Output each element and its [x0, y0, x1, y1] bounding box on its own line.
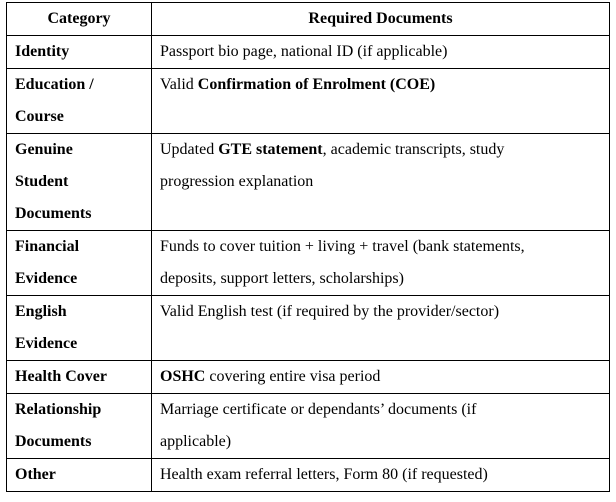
table-row	[7, 36, 610, 69]
category-cell	[7, 36, 152, 69]
category-cell	[7, 361, 152, 394]
category-cell	[7, 394, 152, 459]
table-row	[7, 69, 610, 134]
table-row	[7, 361, 610, 394]
category-text: Education /	[15, 76, 94, 93]
category-text: Evidence	[15, 270, 78, 287]
category-text: Documents	[15, 433, 92, 450]
document-text: Health exam referral letters, Form 80 (if requested)	[160, 466, 488, 483]
document-text: progression explanation	[160, 173, 314, 190]
table-row	[7, 459, 610, 492]
documents-line	[160, 69, 609, 101]
category-text: Course	[15, 108, 64, 125]
documents-cell	[152, 231, 610, 296]
table-header-row	[7, 3, 610, 36]
category-text: Health Cover	[15, 368, 107, 385]
documents-cell	[152, 394, 610, 459]
documents-line	[160, 361, 609, 393]
category-cell	[7, 296, 152, 361]
category-cell	[7, 134, 152, 231]
document-text: Funds to cover tuition + living + travel (bank statements,	[160, 238, 525, 255]
document-bold-text: Confirmation of Enrolment (COE)	[197, 76, 436, 93]
document-text: Passport bio page, national ID (if applicable)	[160, 43, 448, 60]
documents-line	[160, 166, 609, 198]
table-row	[7, 394, 610, 459]
category-text: Identity	[15, 43, 70, 60]
documents-cell	[152, 459, 610, 492]
documents-line	[160, 36, 609, 68]
category-text: English	[15, 303, 67, 320]
documents-line	[160, 263, 609, 295]
header-category: Category	[7, 3, 152, 36]
table-row	[7, 296, 610, 361]
document-text: Updated	[160, 141, 219, 158]
documents-line	[160, 134, 609, 166]
table-row	[7, 134, 610, 231]
table-body	[7, 36, 610, 492]
documents-line	[160, 231, 609, 263]
table-row	[7, 231, 610, 296]
category-cell	[7, 231, 152, 296]
document-text: , academic transcripts, study	[322, 141, 505, 158]
category-text: Financial	[15, 238, 80, 255]
documents-cell	[152, 134, 610, 231]
category-text: Student	[15, 173, 69, 190]
document-text: applicable)	[160, 433, 232, 450]
required-documents-table	[6, 2, 610, 492]
document-text: Marriage certificate or dependants’ documents (if	[160, 401, 477, 418]
document-bold-text: OSHC	[160, 368, 206, 385]
documents-cell	[152, 296, 610, 361]
documents-cell	[152, 69, 610, 134]
category-text: Other	[15, 466, 56, 483]
category-text: Documents	[15, 205, 92, 222]
category-text: Relationship	[15, 401, 102, 418]
documents-line	[160, 426, 609, 458]
header-required-documents: Required Documents	[152, 3, 610, 36]
document-text: covering entire visa period	[205, 368, 381, 385]
documents-cell	[152, 36, 610, 69]
documents-line	[160, 296, 609, 328]
documents-cell	[152, 361, 610, 394]
document-text: Valid English test (if required by the provider/sector)	[160, 303, 500, 320]
category-cell	[7, 459, 152, 492]
document-text: Valid	[160, 76, 198, 93]
category-text: Genuine	[15, 141, 73, 158]
documents-line	[160, 459, 609, 491]
documents-line	[160, 394, 609, 426]
category-text: Evidence	[15, 335, 78, 352]
document-text: deposits, support letters, scholarships)	[160, 270, 404, 287]
document-bold-text: GTE statement	[218, 141, 323, 158]
category-cell	[7, 69, 152, 134]
